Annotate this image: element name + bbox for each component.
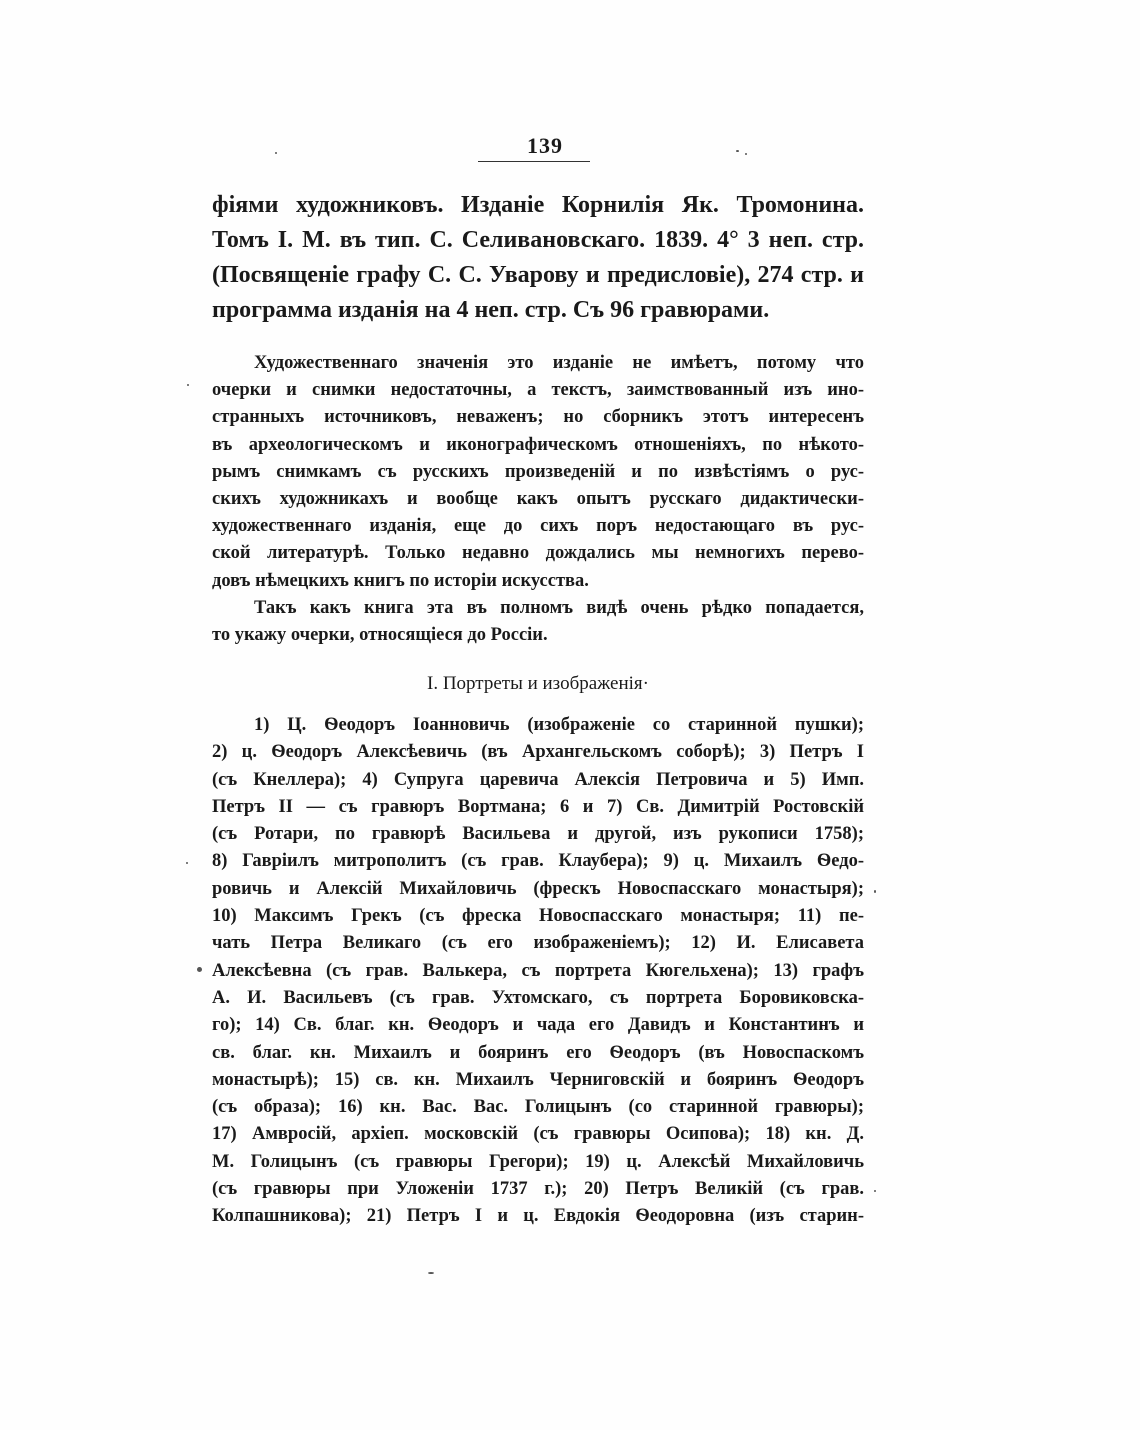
list-line: (съ образа); 16) кн. Вас. Вас. Голицынъ (со старинной гравюры); (212, 1097, 864, 1118)
paragraph-line: скихъ художникахъ и вообще какъ опытъ русскаго дидактически- (212, 489, 864, 510)
scan-speck (197, 967, 202, 972)
list-line: 10) Максимъ Грекъ (съ фреска Новоспасскаго монастыря; 11) пе- (212, 906, 864, 927)
intro-paragraph (212, 595, 864, 649)
paragraph-line: художественнаго изданія, еще до сихъ поръ недостающаго въ рус- (212, 516, 864, 537)
scan-speck (186, 862, 188, 864)
list-line: Петръ II — съ гравюръ Вортмана; 6 и 7) Св. Димитрій Ростовскій (212, 796, 864, 817)
bibliography-entry (212, 188, 864, 328)
scan-speck (187, 384, 189, 386)
page-number: 139 (527, 133, 563, 158)
section-heading: I. Портреты и изображенія· (427, 673, 649, 694)
list-line: (съ Кнеллера); 4) Супруга царевича Алексія Петровича и 5) Имп. (212, 769, 864, 790)
scan-speck (736, 150, 739, 152)
list-line: монастырѣ); 15) св. кн. Михаилъ Черниговскій и бояринъ Ѳеодоръ (212, 1069, 864, 1090)
list-line: А. И. Васильевъ (съ грав. Ухтомскаго, съ портрета Боровиковска- (212, 987, 864, 1008)
paragraph-line: рымъ снимкамъ съ русскихъ произведеній и по извѣстіямъ о рус- (212, 461, 864, 482)
bibliography-line: фіями художниковъ. Изданіе Корнилія Як. Тромонина. (212, 192, 864, 218)
paragraph-line: въ археологическомъ и иконографическомъ отношеніяхъ, по нѣкото- (212, 434, 864, 455)
list-line: 2) ц. Ѳеодоръ Алексѣевичь (въ Архангельскомъ соборѣ); 3) Петръ I (212, 742, 864, 763)
paragraph-line: очерки и снимки недостаточны, а текстъ, заимствованный изъ ино- (212, 380, 864, 401)
portrait-list (212, 712, 864, 1231)
paragraph-line: ской литературѣ. Только недавно дождались мы немногихъ перево- (212, 543, 864, 564)
list-line: 8) Гавріилъ митрополитъ (съ грав. Клаубера); 9) ц. Михаилъ Ѳедо- (212, 851, 864, 872)
scan-speck (275, 152, 277, 154)
commentary-paragraph (212, 350, 864, 595)
paragraph-line: довъ нѣмецкихъ книгъ по исторіи искусства. (212, 570, 589, 591)
scan-speck (428, 1272, 434, 1274)
list-line: чать Петра Великаго (съ его изображеніемъ); 12) И. Елисавета (212, 933, 864, 954)
scan-speck (745, 153, 747, 155)
list-line: (съ гравюры при Уложеніи 1737 г.); 20) Петръ Великій (съ грав. (212, 1179, 864, 1200)
bibliography-line: (Посвященіе графу С. С. Уварову и предисловіе), 274 стр. и (212, 262, 864, 288)
list-line: М. Голицынъ (съ гравюры Грегори); 19) ц. Алексѣй Михайловичь (212, 1151, 864, 1172)
list-line: ровичь и Алексій Михайловичь (фрескъ Новоспасскаго монастыря); (212, 878, 864, 899)
list-line: 17) Амвросій, архіеп. московскій (съ гравюры Осипова); 18) кн. Д. (212, 1124, 864, 1145)
list-line: св. благ. кн. Михаилъ и бояринъ его Ѳеодоръ (въ Новоспаскомъ (212, 1042, 864, 1063)
list-line: Колпашникова); 21) Петръ I и ц. Евдокія Ѳеодоровна (изъ старин- (212, 1206, 864, 1227)
paragraph-line: то укажу очерки, относящіеся до Россіи. (212, 625, 548, 645)
list-line: 1) Ц. Ѳеодоръ Іоанновичь (изображеніе со старинной пушки); (254, 715, 864, 735)
scan-speck (874, 1190, 876, 1192)
bibliography-line: программа изданія на 4 неп. стр. Съ 96 гравюрами. (212, 297, 770, 323)
paragraph-line: Художественнаго значенія это изданіе не имѣетъ, потому что (254, 353, 864, 373)
list-line: Алексѣевна (съ грав. Валькера, съ портрета Кюгельхена); 13) графъ (212, 960, 864, 981)
list-line: (съ Ротари, по гравюрѣ Васильева и другой, изъ рукописи 1758); (212, 824, 864, 845)
bibliography-line: Томъ I. М. въ тип. С. Селивановскаго. 1839. 4° 3 неп. стр. (212, 227, 864, 253)
paragraph-line: странныхъ источниковъ, неваженъ; но сборникъ этотъ интересенъ (212, 407, 864, 428)
list-line: го); 14) Св. благ. кн. Ѳеодоръ и чада его Давидъ и Константинъ и (212, 1015, 864, 1036)
scan-speck (874, 890, 876, 893)
paragraph-line: Такъ какъ книга эта въ полномъ видѣ очень рѣдко попадается, (254, 598, 864, 618)
page-number-rule (478, 161, 590, 162)
